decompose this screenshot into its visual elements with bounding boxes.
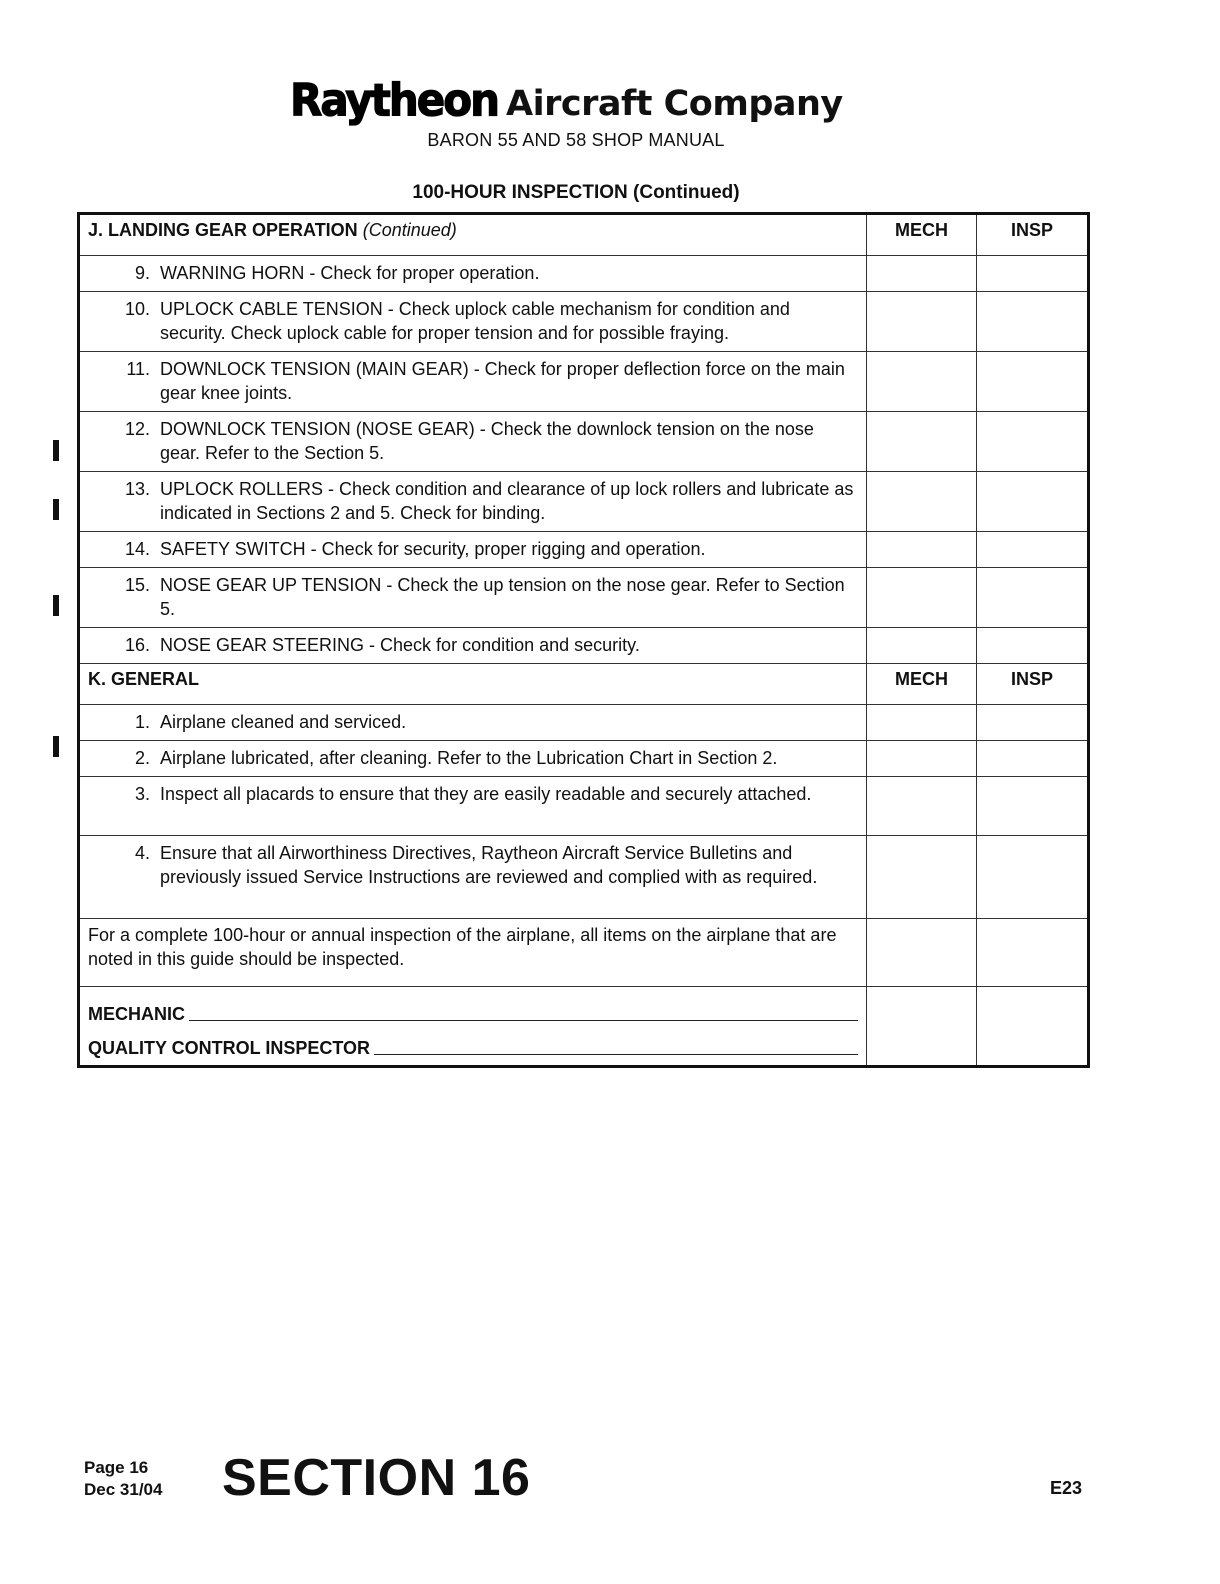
item-number: 2.: [134, 748, 150, 768]
mechanic-label: MECHANIC: [88, 1004, 185, 1024]
inspection-title: 100-HOUR INSPECTION (Continued): [412, 182, 740, 203]
change-bar: [53, 440, 59, 461]
mech-signoff-cell[interactable]: [867, 987, 977, 1067]
change-bar: [53, 595, 59, 616]
mech-column-header: MECH: [867, 664, 977, 705]
insp-signoff-cell[interactable]: [977, 628, 1089, 664]
signature-rule: [189, 1020, 858, 1021]
inspection-checklist-table: [77, 212, 1090, 1068]
section-k-title: K. GENERAL: [79, 664, 867, 705]
insp-signoff-cell[interactable]: [977, 777, 1089, 836]
mech-signoff-cell[interactable]: [867, 919, 977, 987]
item-text: Ensure that all Airworthiness Directives, Raytheon Aircraft Service Bulletins and previously issued Service Instructions are reviewed and complied with as required.: [160, 843, 818, 887]
signature-rule: [374, 1054, 858, 1055]
insp-signoff-cell[interactable]: [977, 532, 1089, 568]
item-number: 1.: [134, 712, 150, 732]
insp-signoff-cell[interactable]: [977, 256, 1089, 292]
signature-row: [79, 987, 1089, 1067]
checklist-row: [79, 472, 1089, 532]
item-text: SAFETY SWITCH - Check for security, proper rigging and operation.: [160, 539, 706, 559]
mech-signoff-cell[interactable]: [867, 705, 977, 741]
continued-label: (Continued): [362, 220, 457, 240]
item-text: WARNING HORN - Check for proper operation.: [160, 263, 540, 283]
insp-signoff-cell[interactable]: [977, 472, 1089, 532]
insp-signoff-cell[interactable]: [977, 919, 1089, 987]
change-bar: [53, 736, 59, 757]
item-text: NOSE GEAR UP TENSION - Check the up tension on the nose gear. Refer to Section 5.: [160, 575, 845, 619]
mech-signoff-cell[interactable]: [867, 777, 977, 836]
insp-signoff-cell[interactable]: [977, 352, 1089, 412]
insp-signoff-cell[interactable]: [977, 741, 1089, 777]
checklist-row: [79, 628, 1089, 664]
checklist-row: [79, 836, 1089, 919]
checklist-row: [79, 532, 1089, 568]
checklist-row: [79, 352, 1089, 412]
brand-logo-text: Raytheon: [290, 74, 498, 127]
mech-signoff-cell[interactable]: [867, 532, 977, 568]
page-number: Page 16: [84, 1458, 149, 1477]
page-info: [84, 1457, 162, 1501]
item-text: NOSE GEAR STEERING - Check for condition and security.: [160, 635, 640, 655]
inspector-signature-line[interactable]: [88, 1025, 858, 1059]
mech-signoff-cell[interactable]: [867, 292, 977, 352]
page-date: Dec 31/04: [84, 1480, 163, 1499]
item-number: 12.: [124, 419, 150, 439]
checklist-row: [79, 256, 1089, 292]
mech-signoff-cell[interactable]: [867, 741, 977, 777]
insp-column-header: INSP: [977, 664, 1089, 705]
checklist-row: [79, 412, 1089, 472]
mechanic-signature-line[interactable]: [88, 991, 858, 1025]
note-row: [79, 919, 1089, 987]
item-number: 14.: [124, 539, 150, 559]
insp-signoff-cell[interactable]: [977, 568, 1089, 628]
page-code: E23: [1050, 1478, 1083, 1498]
mech-column-header: MECH: [867, 214, 977, 256]
checklist-row: [79, 741, 1089, 777]
checklist-row: [79, 292, 1089, 352]
item-text: DOWNLOCK TENSION (MAIN GEAR) - Check for proper deflection force on the main gear knee joints.: [160, 359, 845, 403]
checklist-row: [79, 777, 1089, 836]
insp-signoff-cell[interactable]: [977, 412, 1089, 472]
company-logo: [290, 76, 843, 125]
insp-signoff-cell[interactable]: [977, 292, 1089, 352]
insp-signoff-cell[interactable]: [977, 836, 1089, 919]
signature-block: [79, 987, 867, 1067]
brand-subtitle: Aircraft Company: [506, 84, 843, 124]
section-label: SECTION 16: [222, 1449, 531, 1507]
section-k-header: [79, 664, 1089, 705]
item-text: Airplane lubricated, after cleaning. Refer to the Lubrication Chart in Section 2.: [160, 748, 778, 768]
checklist-row: [79, 568, 1089, 628]
insp-column-header: INSP: [977, 214, 1089, 256]
checklist-row: [79, 705, 1089, 741]
item-number: 11.: [126, 359, 150, 379]
change-bar: [53, 499, 59, 520]
item-number: 9.: [134, 263, 150, 283]
item-number: 15.: [124, 575, 150, 595]
section-j-header: [79, 214, 1089, 256]
item-text: UPLOCK ROLLERS - Check condition and clearance of up lock rollers and lubricate as indicated in Sections 2 and 5. Check for binding.: [160, 479, 854, 523]
mech-signoff-cell[interactable]: [867, 628, 977, 664]
manual-title: BARON 55 AND 58 SHOP MANUAL: [427, 130, 725, 150]
item-number: 13.: [124, 479, 150, 499]
item-text: UPLOCK CABLE TENSION - Check uplock cable mechanism for condition and security. Check uplock cable for proper tension and for possible fraying.: [160, 299, 790, 343]
item-number: 3.: [134, 784, 150, 804]
mech-signoff-cell[interactable]: [867, 836, 977, 919]
mech-signoff-cell[interactable]: [867, 412, 977, 472]
mech-signoff-cell[interactable]: [867, 472, 977, 532]
item-number: 4.: [134, 843, 150, 863]
mech-signoff-cell[interactable]: [867, 256, 977, 292]
mech-signoff-cell[interactable]: [867, 352, 977, 412]
item-text: Airplane cleaned and serviced.: [160, 712, 407, 732]
mech-signoff-cell[interactable]: [867, 568, 977, 628]
section-j-title: J. LANDING GEAR OPERATION (Continued): [79, 214, 867, 256]
insp-signoff-cell[interactable]: [977, 987, 1089, 1067]
item-number: 16.: [124, 635, 150, 655]
insp-signoff-cell[interactable]: [977, 705, 1089, 741]
item-text: Inspect all placards to ensure that they are easily readable and securely attached.: [160, 784, 812, 804]
item-number: 10.: [124, 299, 150, 319]
inspector-label: QUALITY CONTROL INSPECTOR: [88, 1038, 371, 1058]
inspection-note: For a complete 100-hour or annual inspection of the airplane, all items on the airplane that are noted in this guide should be inspected.: [79, 919, 867, 987]
item-text: DOWNLOCK TENSION (NOSE GEAR) - Check the downlock tension on the nose gear. Refer to the Section 5.: [160, 419, 814, 463]
